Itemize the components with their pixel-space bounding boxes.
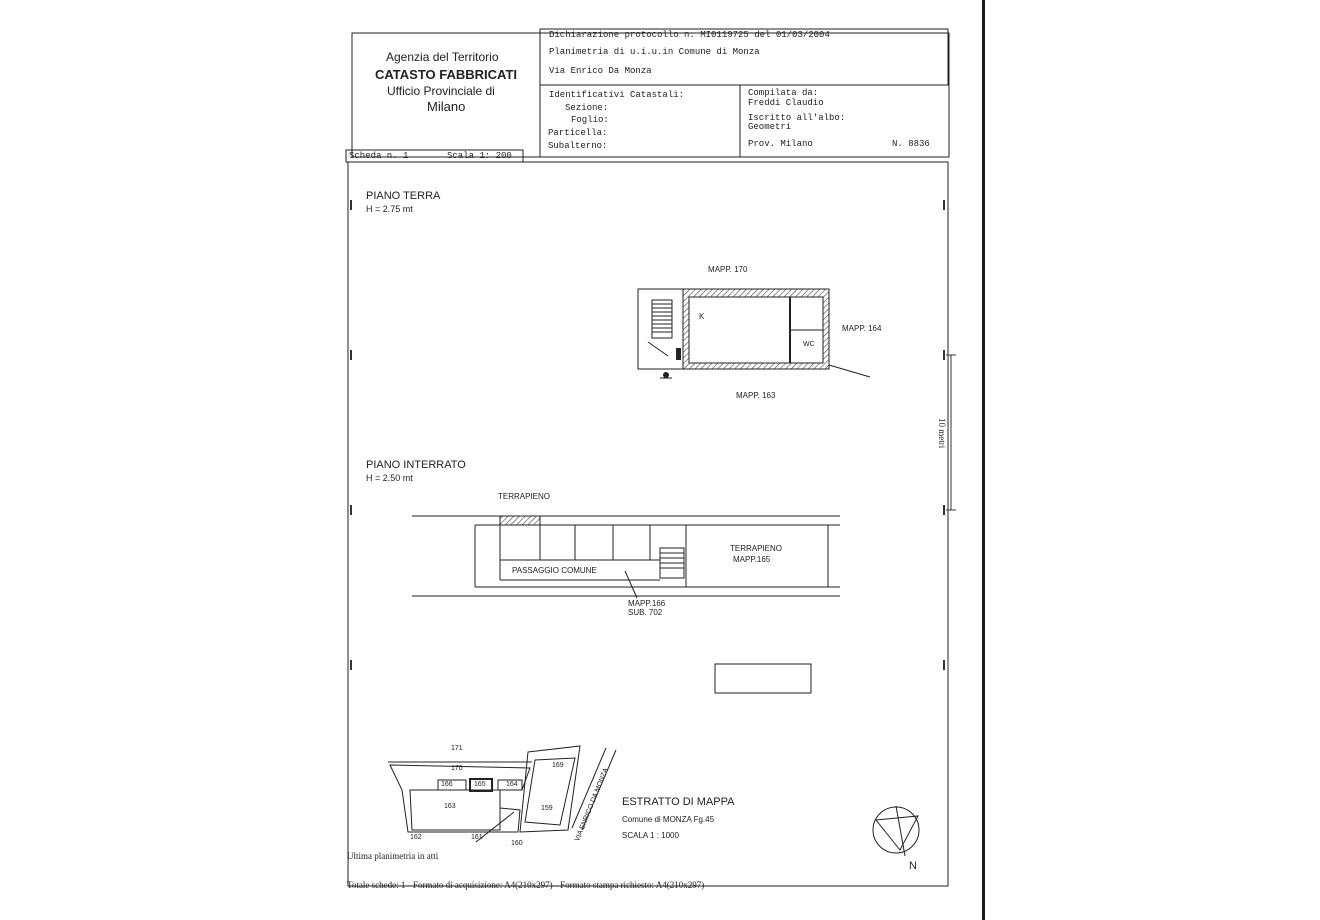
compilata-name: Freddi Claudio bbox=[748, 98, 824, 108]
parcel-162: 162 bbox=[410, 834, 422, 841]
parcel-169: 169 bbox=[552, 762, 564, 769]
scheda-number: Scheda n. 1 bbox=[349, 151, 409, 161]
planimetria-line: Planimetria di u.i.u.in Comune di Monza bbox=[549, 47, 760, 57]
address-line: Via Enrico Da Monza bbox=[549, 66, 652, 76]
sub-702-label: SUB. 702 bbox=[628, 608, 663, 617]
parcel-160: 160 bbox=[511, 840, 523, 847]
last-plan-note: Ultima planimetria in atti bbox=[347, 851, 439, 861]
foglio-label: Foglio: bbox=[571, 115, 609, 125]
parcel-166: 166 bbox=[441, 781, 453, 788]
ground-floor-height: H = 2.75 mt bbox=[366, 204, 413, 214]
map-scale: SCALA 1 : 1000 bbox=[622, 831, 679, 840]
north-label: N bbox=[909, 860, 917, 872]
map-comune-foglio: Comune di MONZA Fg.45 bbox=[622, 815, 715, 824]
particella-label: Particella: bbox=[548, 128, 608, 138]
basement-height: H = 2.50 mt bbox=[366, 473, 413, 483]
mapp-166-label: MAPP.166 bbox=[628, 599, 666, 608]
iscritto-value: Geometri bbox=[748, 122, 792, 132]
mapp-163-label: MAPP. 163 bbox=[736, 391, 776, 400]
totals-footer: Totale schede: 1 - Formato di acquisizione: A4(210x297) - Formato stampa richiesto: A4(210x297) bbox=[347, 880, 705, 890]
scale-bar-label: 10 metri bbox=[937, 418, 947, 449]
passaggio-comune-label: PASSAGGIO COMUNE bbox=[512, 566, 597, 575]
parcel-170: 170 bbox=[451, 765, 463, 772]
parcel-163: 163 bbox=[444, 803, 456, 810]
catasto-title: CATASTO FABBRICATI bbox=[375, 67, 518, 82]
terrapieno-top-label: TERRAPIENO bbox=[498, 492, 551, 501]
parcel-161: 161 bbox=[471, 834, 483, 841]
terrapieno-right-label: TERRAPIENO bbox=[730, 544, 783, 553]
subalterno-label: Subalterno: bbox=[548, 141, 608, 151]
mapp-164-label: MAPP. 164 bbox=[842, 324, 882, 333]
identificativi-label: Identificativi Catastali: bbox=[549, 90, 685, 100]
province-label: Prov. Milano bbox=[748, 139, 813, 149]
registration-number: N. 8836 bbox=[892, 139, 930, 149]
parcel-164: 164 bbox=[506, 781, 518, 788]
compilata-label: Compilata da: bbox=[748, 88, 819, 98]
sezione-label: Sezione: bbox=[565, 103, 609, 113]
parcel-159: 159 bbox=[541, 805, 553, 812]
province-milano: Milano bbox=[427, 99, 466, 114]
basement-title: PIANO INTERRATO bbox=[366, 459, 466, 471]
iscritto-label: Iscritto all'albo: bbox=[748, 113, 846, 123]
ground-floor-title: PIANO TERRA bbox=[366, 190, 441, 202]
room-kitchen-label: K bbox=[699, 312, 705, 321]
parcel-171: 171 bbox=[451, 745, 463, 752]
mapp-165-label: MAPP.165 bbox=[733, 555, 771, 564]
scale-ratio: Scala 1: 200 bbox=[447, 151, 512, 161]
map-extract-title: ESTRATTO DI MAPPA bbox=[622, 796, 735, 808]
street-name: VIA ENRICO DA MONZA bbox=[574, 767, 610, 843]
ufficio-provinciale: Ufficio Provinciale di bbox=[387, 84, 495, 98]
protocol-line: Dichiarazione protocollo n. MI0119725 del 01/03/2004 bbox=[549, 30, 830, 40]
mapp-170-label: MAPP. 170 bbox=[708, 265, 748, 274]
agency-name: Agenzia del Territorio bbox=[386, 50, 499, 64]
room-wc-label: WC bbox=[803, 341, 815, 348]
parcel-165: 165 bbox=[474, 781, 486, 788]
